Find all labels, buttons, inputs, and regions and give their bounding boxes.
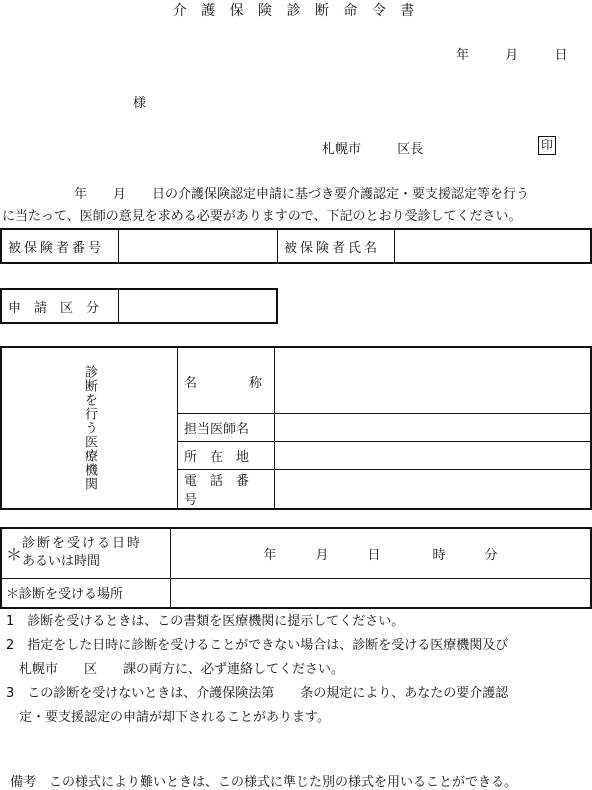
insured-table	[0, 228, 592, 264]
date-day-label: 日	[554, 48, 568, 63]
exam-table	[0, 527, 592, 609]
note-item: 1 診断を受けるときは、この書類を医療機関に提示してください。	[6, 614, 405, 629]
intro-text	[2, 184, 529, 228]
institution-table	[0, 346, 592, 510]
insured-number-label: 被保険者番号	[1, 229, 119, 263]
institution-name-label: 名 称	[178, 347, 275, 413]
institution-name-field[interactable]	[275, 347, 592, 413]
exam-datetime-field[interactable]: 年 月 日 時 分	[171, 528, 592, 578]
document-title: 介 護 保 険 診 断 命 令 書	[172, 3, 420, 19]
notes-list	[6, 610, 508, 730]
application-category-field[interactable]	[119, 289, 278, 323]
note-item: 定・要支援認定の申請が却下されることがあります。	[6, 710, 330, 725]
date-year-label: 年	[456, 48, 470, 63]
insured-name-label: 被保険者氏名	[278, 229, 395, 263]
insured-number-field[interactable]	[119, 229, 278, 263]
seal-mark: 印	[538, 136, 556, 155]
insured-name-field[interactable]	[395, 229, 592, 263]
institution-phone-field[interactable]	[275, 469, 592, 509]
exam-datetime-star: ＊	[6, 544, 23, 564]
exam-datetime-label	[1, 528, 171, 578]
note-item: 2 指定をした日時に診断を受けることができない場合は、診断を受ける医療機関及び	[6, 638, 509, 653]
addressee-suffix: 様	[133, 96, 147, 111]
remark-text: 備考 この様式により難いときは、この様式に準じた別の様式を用いることができる。	[10, 775, 518, 790]
institution-phone-label: 電 話 番 号	[178, 469, 275, 509]
institution-address-field[interactable]	[275, 441, 592, 469]
exam-place-field[interactable]	[171, 578, 592, 608]
note-item: 札幌市 区 課の両方に、必ず連絡してください。	[6, 662, 345, 677]
date-month-label: 月	[505, 48, 519, 63]
issuer-city: 札幌市	[322, 142, 362, 157]
institution-doctor-field[interactable]	[275, 413, 592, 441]
institution-doctor-label: 担当医師名	[178, 413, 275, 441]
issuer	[322, 138, 423, 157]
institution-group-label: 診断を行う医療機関	[1, 347, 178, 509]
note-item: 3 この診断を受けないときは、介護保険法第 条の規定により、あなたの要介護認	[6, 686, 509, 701]
application-category-label: 申 請 区 分	[1, 289, 119, 323]
issuer-head: 区長	[397, 142, 424, 157]
institution-address-label: 所 在 地	[178, 441, 275, 469]
intro-line-1: 年 月 日の介護保険認定申請に基づき要介護認定・要支援認定等を行う	[74, 187, 530, 202]
intro-line-2: に当たって、医師の意見を求める必要がありますので、下記のとおり受診してください。	[2, 209, 522, 224]
exam-place-label: ＊診断を受ける場所	[1, 578, 171, 608]
exam-datetime-label-line2: あるいは時間	[22, 554, 101, 570]
application-table	[0, 288, 278, 324]
issue-date	[456, 44, 568, 63]
exam-datetime-label-line1: 診断を受ける日時	[22, 536, 143, 552]
